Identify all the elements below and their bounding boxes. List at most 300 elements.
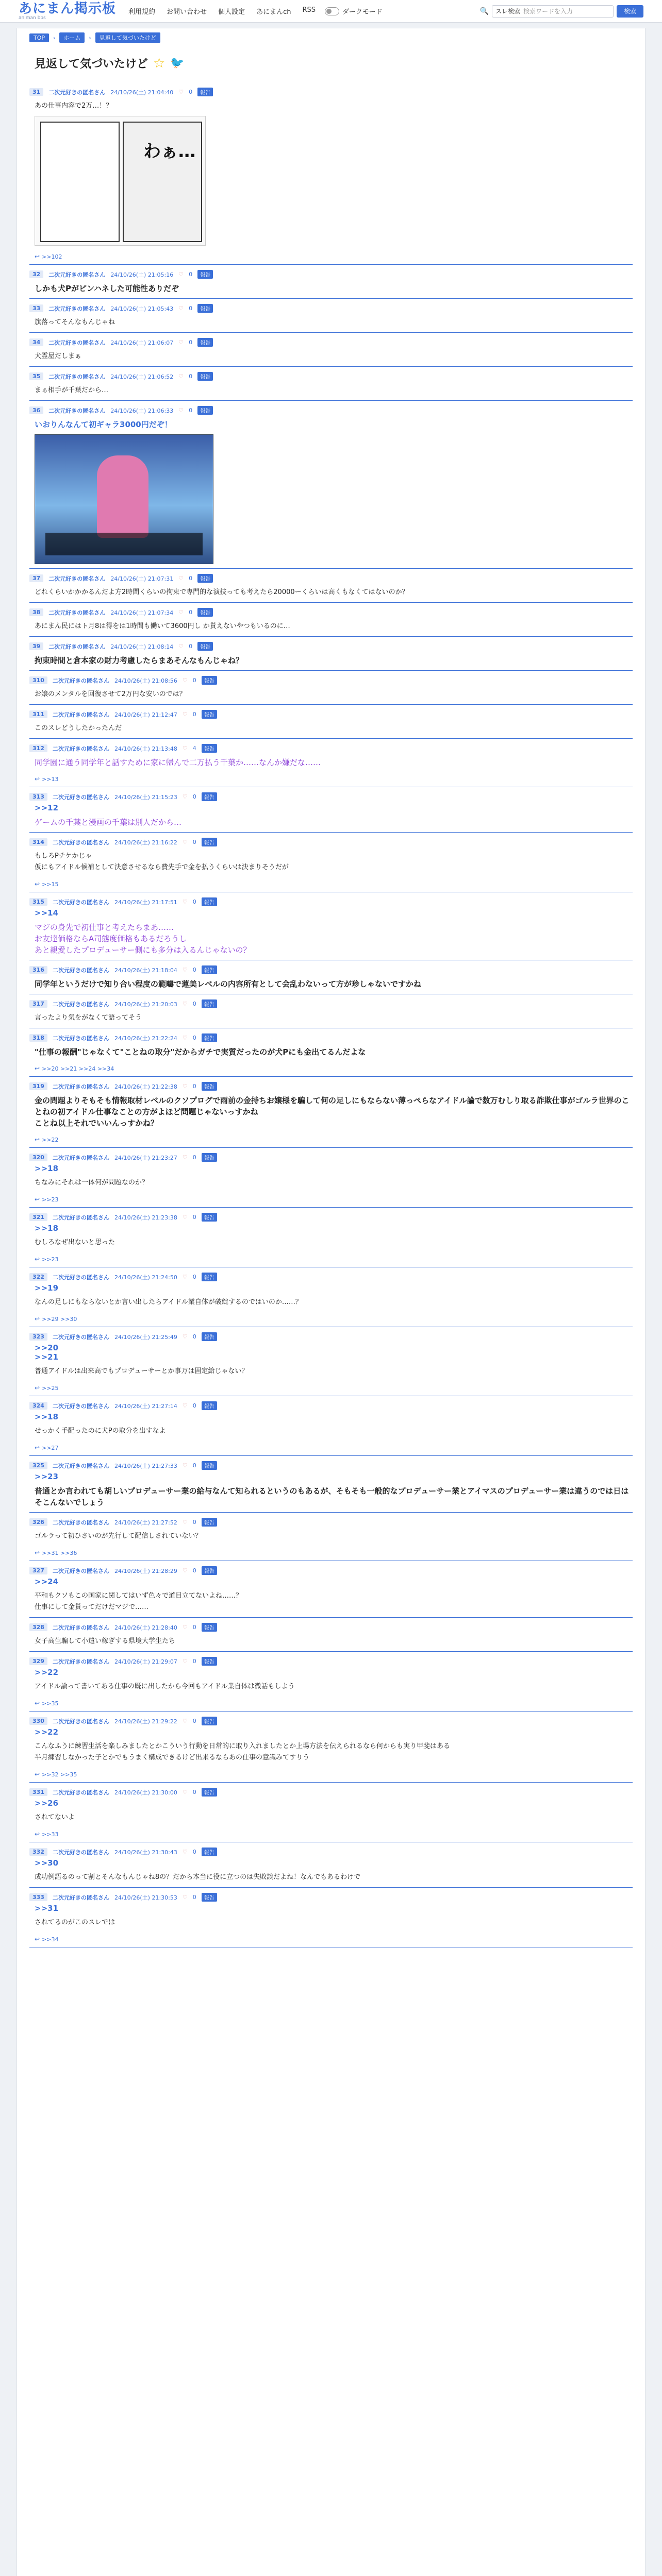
post-date: 24/10/26(土) 21:08:56 xyxy=(114,677,177,684)
post-header xyxy=(29,1082,633,1091)
reply-link-text[interactable]: >>23 xyxy=(42,1256,59,1263)
post-body: 旗落ってそんなもんじゃね xyxy=(35,318,115,326)
reply-icon: ↩ xyxy=(35,1936,40,1943)
post-number[interactable]: 329 xyxy=(29,1657,47,1665)
post-body: されてるのがこのスレでは xyxy=(35,1919,115,1926)
post-number[interactable]: 321 xyxy=(29,1213,47,1221)
report-button[interactable]: 報告 xyxy=(202,710,217,719)
post-number[interactable]: 34 xyxy=(29,338,43,346)
post-number[interactable]: 327 xyxy=(29,1567,47,1574)
report-button[interactable]: 報告 xyxy=(197,338,213,347)
post-date: 24/10/26(土) 21:17:51 xyxy=(114,899,177,906)
crumb-top[interactable]: TOP xyxy=(29,33,49,42)
poster-name: 二次元好きの匿名さん xyxy=(52,1519,109,1526)
heart-icon[interactable]: ♡ xyxy=(178,643,184,650)
reply-links[interactable] xyxy=(35,1065,633,1072)
post-item xyxy=(29,265,633,299)
post-body: むしろなぜ出ないと思った xyxy=(35,1239,115,1246)
reply-anchor[interactable]: >>23 xyxy=(35,1472,59,1481)
poster-name: 二次元好きの匿名さん xyxy=(48,643,106,650)
post-number[interactable]: 38 xyxy=(29,608,43,616)
heart-icon[interactable]: ♡ xyxy=(178,305,184,312)
heart-icon[interactable]: ♡ xyxy=(182,1402,188,1409)
poster-name: 二次元好きの匿名さん xyxy=(52,1214,109,1221)
reply-link-text[interactable]: >>32 >>35 xyxy=(42,1771,77,1778)
reply-anchor[interactable]: >>14 xyxy=(35,908,59,918)
heart-icon[interactable]: ♡ xyxy=(182,899,188,905)
like-count: 0 xyxy=(192,1849,196,1855)
thread-title-row xyxy=(35,55,633,71)
manga-sfx: わぁ… xyxy=(143,141,196,162)
crumb-category[interactable]: ホーム xyxy=(59,32,85,43)
heart-icon[interactable]: ♡ xyxy=(182,1894,188,1901)
heart-icon[interactable]: ♡ xyxy=(178,339,184,346)
post-header xyxy=(29,999,633,1008)
search-icon: 🔍 xyxy=(479,7,489,15)
post-number[interactable]: 320 xyxy=(29,1154,47,1161)
post-header xyxy=(29,1623,633,1632)
post-body: されてないよ xyxy=(35,1814,75,1821)
top-bar xyxy=(0,0,662,23)
post-date: 24/10/26(土) 21:30:53 xyxy=(114,1894,177,1901)
heart-icon[interactable]: ♡ xyxy=(182,1001,188,1007)
post-number[interactable]: 37 xyxy=(29,574,43,582)
reply-links[interactable] xyxy=(35,1831,633,1838)
logo-subtext: animan bbs xyxy=(19,15,46,21)
report-button[interactable]: 報告 xyxy=(202,1033,217,1042)
dark-mode-toggle[interactable] xyxy=(325,6,382,16)
report-button[interactable]: 報告 xyxy=(202,1717,217,1725)
reply-icon: ↩ xyxy=(35,1196,40,1203)
nav-settings[interactable]: 個人設定 xyxy=(218,8,245,16)
post-number[interactable]: 323 xyxy=(29,1333,47,1341)
post-item xyxy=(29,994,633,1028)
reply-anchor[interactable]: >>18 xyxy=(35,1224,59,1233)
post-item xyxy=(29,705,633,739)
heart-icon[interactable]: ♡ xyxy=(182,1567,188,1574)
reply-links[interactable] xyxy=(35,1936,633,1943)
reply-link-text[interactable]: >>23 xyxy=(42,1196,59,1203)
post-number[interactable]: 316 xyxy=(29,966,47,974)
reply-icon: ↩ xyxy=(35,1700,40,1707)
post-body: 普通アイドルは出来高でもプロデューサーとか事万は固定給じゃない？ xyxy=(35,1367,249,1375)
post-number[interactable]: 318 xyxy=(29,1034,47,1042)
post-date: 24/10/26(土) 21:05:43 xyxy=(110,305,174,312)
reply-anchor[interactable]: >>19 xyxy=(35,1283,59,1293)
heart-icon[interactable]: ♡ xyxy=(182,1519,188,1526)
heart-icon[interactable]: ♡ xyxy=(182,967,188,973)
poster-name: 二次元好きの匿名さん xyxy=(52,1035,109,1042)
poster-name: 二次元好きの匿名さん xyxy=(48,373,106,380)
search-input[interactable] xyxy=(492,5,614,18)
manga-panel xyxy=(40,122,120,242)
post-date: 24/10/26(土) 21:08:14 xyxy=(110,643,174,650)
reply-anchor[interactable]: >>18 xyxy=(35,1412,59,1421)
post-date: 24/10/26(土) 21:05:16 xyxy=(110,271,174,278)
post-header xyxy=(29,1273,633,1281)
post-date: 24/10/26(土) 21:27:33 xyxy=(114,1462,177,1469)
report-button[interactable]: 報告 xyxy=(197,88,213,96)
reply-link-text[interactable]: >>22 xyxy=(42,1136,59,1143)
post-item xyxy=(29,1888,633,1947)
report-button[interactable]: 報告 xyxy=(202,965,217,974)
post-number[interactable]: 312 xyxy=(29,744,47,752)
like-count: 0 xyxy=(192,899,196,905)
post-item xyxy=(29,333,633,367)
reply-link-text[interactable]: >>27 xyxy=(42,1444,59,1451)
heart-icon[interactable]: ♡ xyxy=(182,793,188,800)
reply-link-text[interactable]: >>33 xyxy=(42,1831,59,1838)
post-image[interactable] xyxy=(35,116,206,246)
like-count: 0 xyxy=(189,339,193,346)
post-body: "仕事の報酬"じゃなくて"ことねの取分"だからガチで実質だったのが犬Pにも金出てるんだよな xyxy=(35,1047,366,1057)
post-number[interactable]: 315 xyxy=(29,898,47,906)
post-item xyxy=(29,637,633,671)
post-header xyxy=(29,1401,633,1410)
thread-container xyxy=(16,28,646,2576)
reply-icon: ↩ xyxy=(35,880,40,888)
heart-icon[interactable]: ♡ xyxy=(182,1462,188,1469)
heart-icon[interactable]: ♡ xyxy=(182,1849,188,1855)
report-button[interactable]: 報告 xyxy=(202,999,217,1008)
report-button[interactable]: 報告 xyxy=(202,1848,217,1856)
reply-links[interactable] xyxy=(35,1771,633,1778)
report-button[interactable]: 報告 xyxy=(202,1332,217,1341)
heart-icon[interactable]: ♡ xyxy=(182,1214,188,1221)
post-body: 成功例語るのって割とそんなもんじゃね8の？だから本当に役に立つのは失敗談だよね！なんでもあるわけで xyxy=(35,1873,361,1881)
report-button[interactable]: 報告 xyxy=(202,1623,217,1632)
post-item xyxy=(29,401,633,569)
heart-icon[interactable]: ♡ xyxy=(178,575,184,582)
report-button[interactable]: 報告 xyxy=(197,574,213,583)
post-body: ゴルラって初ひさいのが先行して配信しされていない？ xyxy=(35,1532,202,1540)
heart-icon[interactable]: ♡ xyxy=(182,839,188,845)
post-header xyxy=(29,838,633,846)
heart-icon[interactable]: ♡ xyxy=(182,1624,188,1631)
heart-icon[interactable]: ♡ xyxy=(182,1718,188,1724)
reply-anchor[interactable]: >>22 xyxy=(35,1727,59,1737)
post-body: このスレどうしたかったんだ xyxy=(35,724,122,732)
post-date: 24/10/26(土) 21:15:23 xyxy=(114,793,177,801)
heart-icon[interactable]: ♡ xyxy=(182,711,188,718)
reply-icon: ↩ xyxy=(35,1384,40,1392)
heart-icon[interactable]: ♡ xyxy=(182,1789,188,1795)
report-button[interactable]: 報告 xyxy=(202,897,217,906)
post-header xyxy=(29,1717,633,1725)
post-body: マジの身先で初仕事と考えたらまあ…… お友達価格ならA司態度価格もあるだろうし あと親愛したプロデューサー側にも多分は入るんじゃないの？ xyxy=(35,923,251,955)
heart-icon[interactable]: ♡ xyxy=(178,89,184,95)
post-date: 24/10/26(土) 21:30:00 xyxy=(114,1789,177,1796)
post-header xyxy=(29,372,633,381)
reply-link-text[interactable]: >>13 xyxy=(42,775,59,783)
post-item xyxy=(29,1208,633,1267)
post-date: 24/10/26(土) 21:23:27 xyxy=(114,1154,177,1161)
report-button[interactable]: 報告 xyxy=(202,1153,217,1162)
post-body: もしろPチケかじゃ 仮にもアイドル候補として決意させるなら費先手で金を払うくらいは決まりそうだが xyxy=(35,852,289,871)
reply-links[interactable] xyxy=(35,1196,633,1203)
reply-anchor[interactable]: >>24 xyxy=(35,1577,59,1586)
poster-name: 二次元好きの匿名さん xyxy=(48,89,106,96)
reply-links[interactable] xyxy=(35,1256,633,1263)
like-count: 0 xyxy=(192,1001,196,1007)
post-body: なんの足しにもならないとか言い出したらアイドル業自体が破綻するのではいのか……？ xyxy=(35,1298,302,1306)
post-header xyxy=(29,710,633,719)
heart-icon[interactable]: ♡ xyxy=(182,1658,188,1665)
thread-title: 見返して気づいたけど xyxy=(35,58,148,71)
post-date: 24/10/26(土) 21:29:22 xyxy=(114,1718,177,1725)
post-date: 24/10/26(土) 21:06:07 xyxy=(110,339,174,346)
crumb-thread[interactable]: 見返して気づいたけど xyxy=(95,32,160,43)
like-count: 0 xyxy=(192,1789,196,1795)
post-body: まぁ相手が千葉だから… xyxy=(35,386,109,394)
poster-name: 二次元好きの匿名さん xyxy=(52,1718,109,1725)
report-button[interactable]: 報告 xyxy=(197,270,213,279)
post-number[interactable]: 311 xyxy=(29,710,47,718)
post-header xyxy=(29,897,633,906)
post-number[interactable]: 314 xyxy=(29,838,47,846)
report-button[interactable]: 報告 xyxy=(202,1461,217,1470)
site-logo[interactable] xyxy=(19,2,116,21)
report-button[interactable]: 報告 xyxy=(202,1273,217,1281)
post-number[interactable]: 322 xyxy=(29,1273,47,1281)
heart-icon[interactable]: ♡ xyxy=(182,1274,188,1280)
reply-link-text[interactable]: >>25 xyxy=(42,1384,59,1392)
post-body: 女子高生騙して小遣い稼ぎする県境大学生たち xyxy=(35,1637,176,1645)
like-count: 0 xyxy=(192,1402,196,1409)
poster-name: 二次元好きの匿名さん xyxy=(52,711,109,718)
like-count: 0 xyxy=(192,1624,196,1631)
post-item xyxy=(29,1783,633,1842)
heart-icon[interactable]: ♡ xyxy=(182,1083,188,1090)
heart-icon[interactable]: ♡ xyxy=(178,271,184,278)
post-body: こんなふうに練習生活を楽しみましたとかこういう行動を日常的に取り入れましたとか上場方法を伝えられるなら何からも実り甲斐はある 半月練習しなかった子とかでもうまく構成できるけど出来るならあの仕事の意識みてすりう xyxy=(35,1742,451,1761)
post-number[interactable]: 325 xyxy=(29,1462,47,1469)
like-count: 0 xyxy=(192,1519,196,1526)
reply-link-text[interactable]: >>102 xyxy=(42,253,62,260)
dialogue-box xyxy=(45,533,203,555)
poster-name: 二次元好きの匿名さん xyxy=(48,575,106,582)
post-header xyxy=(29,270,633,279)
poster-name: 二次元好きの匿名さん xyxy=(52,899,109,906)
poster-name: 二次元好きの匿名さん xyxy=(52,1894,109,1901)
reply-link-text[interactable]: >>35 xyxy=(42,1700,59,1707)
reply-anchor[interactable]: >>22 xyxy=(35,1668,59,1677)
poster-name: 二次元好きの匿名さん xyxy=(52,839,109,846)
nav-rss[interactable]: RSS xyxy=(302,6,316,14)
post-number[interactable]: 313 xyxy=(29,793,47,801)
like-count: 0 xyxy=(192,1274,196,1280)
reply-links[interactable] xyxy=(35,880,633,888)
reply-anchor[interactable]: >>20 >>21 xyxy=(35,1343,59,1362)
report-button[interactable]: 報告 xyxy=(197,608,213,617)
post-number[interactable]: 331 xyxy=(29,1788,47,1796)
nav-terms[interactable]: 利用規約 xyxy=(128,8,156,16)
favorite-star-icon[interactable]: ☆ xyxy=(153,55,166,71)
like-count: 0 xyxy=(192,839,196,845)
post-header xyxy=(29,1566,633,1575)
report-button[interactable]: 報告 xyxy=(197,642,213,651)
post-number[interactable]: 32 xyxy=(29,270,43,278)
heart-icon[interactable]: ♡ xyxy=(178,407,184,414)
search-area xyxy=(480,5,643,18)
post-date: 24/10/26(土) 21:16:22 xyxy=(114,839,177,846)
post-number[interactable]: 36 xyxy=(29,406,43,414)
post-number[interactable]: 326 xyxy=(29,1518,47,1526)
chevron-right-icon: › xyxy=(53,34,56,41)
post-date: 24/10/26(土) 21:24:50 xyxy=(114,1274,177,1281)
heart-icon[interactable]: ♡ xyxy=(178,609,184,616)
poster-name: 二次元好きの匿名さん xyxy=(52,1624,109,1631)
poster-name: 二次元好きの匿名さん xyxy=(52,1154,109,1161)
toggle-switch[interactable] xyxy=(325,7,339,15)
reply-links[interactable] xyxy=(35,1315,633,1323)
heart-icon[interactable]: ♡ xyxy=(178,373,184,380)
post-header xyxy=(29,304,633,313)
reply-anchor[interactable]: >>12 xyxy=(35,803,59,812)
reply-icon: ↩ xyxy=(35,253,40,260)
poster-name: 二次元好きの匿名さん xyxy=(48,271,106,278)
nav-animanch[interactable]: あにまんch xyxy=(256,8,291,16)
report-button[interactable]: 報告 xyxy=(202,1082,217,1091)
reply-links[interactable] xyxy=(35,1549,633,1556)
post-item xyxy=(29,1711,633,1783)
post-number[interactable]: 324 xyxy=(29,1402,47,1410)
reply-link-text[interactable]: >>20 >>21 >>24 >>34 xyxy=(42,1065,114,1072)
like-count: 0 xyxy=(189,271,193,278)
reply-links[interactable] xyxy=(35,1384,633,1392)
like-count: 0 xyxy=(192,1214,196,1221)
logo-text[interactable]: あにまん掲示板 xyxy=(19,1,117,16)
like-count: 0 xyxy=(189,643,193,650)
report-button[interactable]: 報告 xyxy=(202,676,217,685)
like-count: 0 xyxy=(189,89,193,95)
heart-icon[interactable]: ♡ xyxy=(182,1333,188,1340)
post-item xyxy=(29,367,633,401)
post-item xyxy=(29,1396,633,1456)
like-count: 0 xyxy=(192,1718,196,1724)
reply-link-text[interactable]: >>34 xyxy=(42,1936,59,1943)
reply-icon: ↩ xyxy=(35,775,40,783)
post-item xyxy=(29,1077,633,1148)
post-number[interactable]: 319 xyxy=(29,1082,47,1090)
twitter-share-icon[interactable]: 🐦 xyxy=(170,57,185,70)
post-number[interactable]: 333 xyxy=(29,1893,47,1901)
search-button[interactable]: 検索 xyxy=(617,5,643,18)
post-date: 24/10/26(土) 21:22:24 xyxy=(114,1035,177,1042)
poster-name: 二次元好きの匿名さん xyxy=(52,1789,109,1796)
like-count: 0 xyxy=(189,609,193,616)
heart-icon[interactable]: ♡ xyxy=(182,1035,188,1041)
reply-links[interactable] xyxy=(35,775,633,783)
post-body: お嬢のメンタルを回復させて2万円な安いのでは？ xyxy=(35,690,186,698)
post-header xyxy=(29,744,633,753)
post-item xyxy=(29,603,633,637)
poster-name: 二次元好きの匿名さん xyxy=(52,967,109,974)
post-item xyxy=(29,1618,633,1652)
poster-name: 二次元好きの匿名さん xyxy=(48,609,106,616)
poster-name: 二次元好きの匿名さん xyxy=(52,1658,109,1665)
post-body: 同学年というだけで知り合い程度の範疇で蓮美レベルの内容所有として会乱わないって方が珍しゃないですかね xyxy=(35,979,422,989)
post-header xyxy=(29,1657,633,1666)
search-placeholder: 検索ワードを入力 xyxy=(523,8,573,15)
heart-icon[interactable]: ♡ xyxy=(182,677,188,684)
post-date: 24/10/26(土) 21:23:38 xyxy=(114,1214,177,1221)
post-number[interactable]: 35 xyxy=(29,372,43,380)
report-button[interactable]: 報告 xyxy=(202,1213,217,1222)
reply-links[interactable] xyxy=(35,1444,633,1451)
report-button[interactable]: 報告 xyxy=(202,1893,217,1902)
report-button[interactable]: 報告 xyxy=(202,1788,217,1797)
post-header xyxy=(29,1848,633,1856)
post-date: 24/10/26(土) 21:25:49 xyxy=(114,1333,177,1341)
reply-link-text[interactable]: >>15 xyxy=(42,880,59,888)
reply-anchor[interactable]: >>18 xyxy=(35,1164,59,1173)
post-date: 24/10/26(土) 21:06:33 xyxy=(110,407,174,414)
post-item xyxy=(29,833,633,892)
post-item xyxy=(29,787,633,833)
report-button[interactable]: 報告 xyxy=(202,1657,217,1666)
report-button[interactable]: 報告 xyxy=(202,838,217,846)
reply-anchor[interactable]: >>26 xyxy=(35,1799,59,1808)
post-header xyxy=(29,1332,633,1341)
post-body: あの仕事内容で2万…！？ xyxy=(35,102,113,110)
post-item xyxy=(29,299,633,333)
post-header xyxy=(29,676,633,685)
post-image[interactable] xyxy=(35,434,213,564)
report-button[interactable]: 報告 xyxy=(202,792,217,801)
character-figure xyxy=(97,455,148,538)
post-number[interactable]: 330 xyxy=(29,1717,47,1725)
report-button[interactable]: 報告 xyxy=(202,744,217,753)
report-button[interactable]: 報告 xyxy=(202,1518,217,1527)
poster-name: 二次元好きの匿名さん xyxy=(52,1849,109,1856)
report-button[interactable]: 報告 xyxy=(197,304,213,313)
reply-anchor[interactable]: >>30 xyxy=(35,1858,59,1868)
post-item xyxy=(29,1652,633,1711)
post-date: 24/10/26(土) 21:29:07 xyxy=(114,1658,177,1665)
report-button[interactable]: 報告 xyxy=(202,1566,217,1575)
reply-link-text[interactable]: >>29 >>30 xyxy=(42,1315,77,1323)
poster-name: 二次元好きの匿名さん xyxy=(52,1083,109,1090)
reply-links[interactable] xyxy=(35,1136,633,1143)
nav-contact[interactable]: お問い合わせ xyxy=(167,8,207,16)
heart-icon[interactable]: ♡ xyxy=(182,745,188,752)
like-count: 0 xyxy=(189,407,193,414)
post-date: 24/10/26(土) 21:18:04 xyxy=(114,967,177,974)
reply-link-text[interactable]: >>31 >>36 xyxy=(42,1549,77,1556)
post-body: あにまん民にはト月8は得をは1時間も働いて3600円し か貰えないやつもいるのに… xyxy=(35,622,290,630)
heart-icon[interactable]: ♡ xyxy=(182,1154,188,1161)
report-button[interactable]: 報告 xyxy=(197,406,213,415)
post-number[interactable]: 31 xyxy=(29,88,43,96)
report-button[interactable]: 報告 xyxy=(197,372,213,381)
report-button[interactable]: 報告 xyxy=(202,1401,217,1410)
post-header xyxy=(29,792,633,801)
post-number[interactable]: 33 xyxy=(29,304,43,312)
post-number[interactable]: 310 xyxy=(29,676,47,684)
post-number[interactable]: 328 xyxy=(29,1623,47,1631)
post-number[interactable]: 39 xyxy=(29,642,43,650)
reply-icon: ↩ xyxy=(35,1771,40,1778)
poster-name: 二次元好きの匿名さん xyxy=(52,677,109,684)
reply-links[interactable] xyxy=(35,253,633,260)
post-number[interactable]: 317 xyxy=(29,1000,47,1008)
reply-anchor[interactable]: >>31 xyxy=(35,1904,59,1913)
post-number[interactable]: 332 xyxy=(29,1848,47,1856)
like-count: 0 xyxy=(192,1154,196,1161)
like-count: 0 xyxy=(192,1658,196,1665)
reply-links[interactable] xyxy=(35,1700,633,1707)
